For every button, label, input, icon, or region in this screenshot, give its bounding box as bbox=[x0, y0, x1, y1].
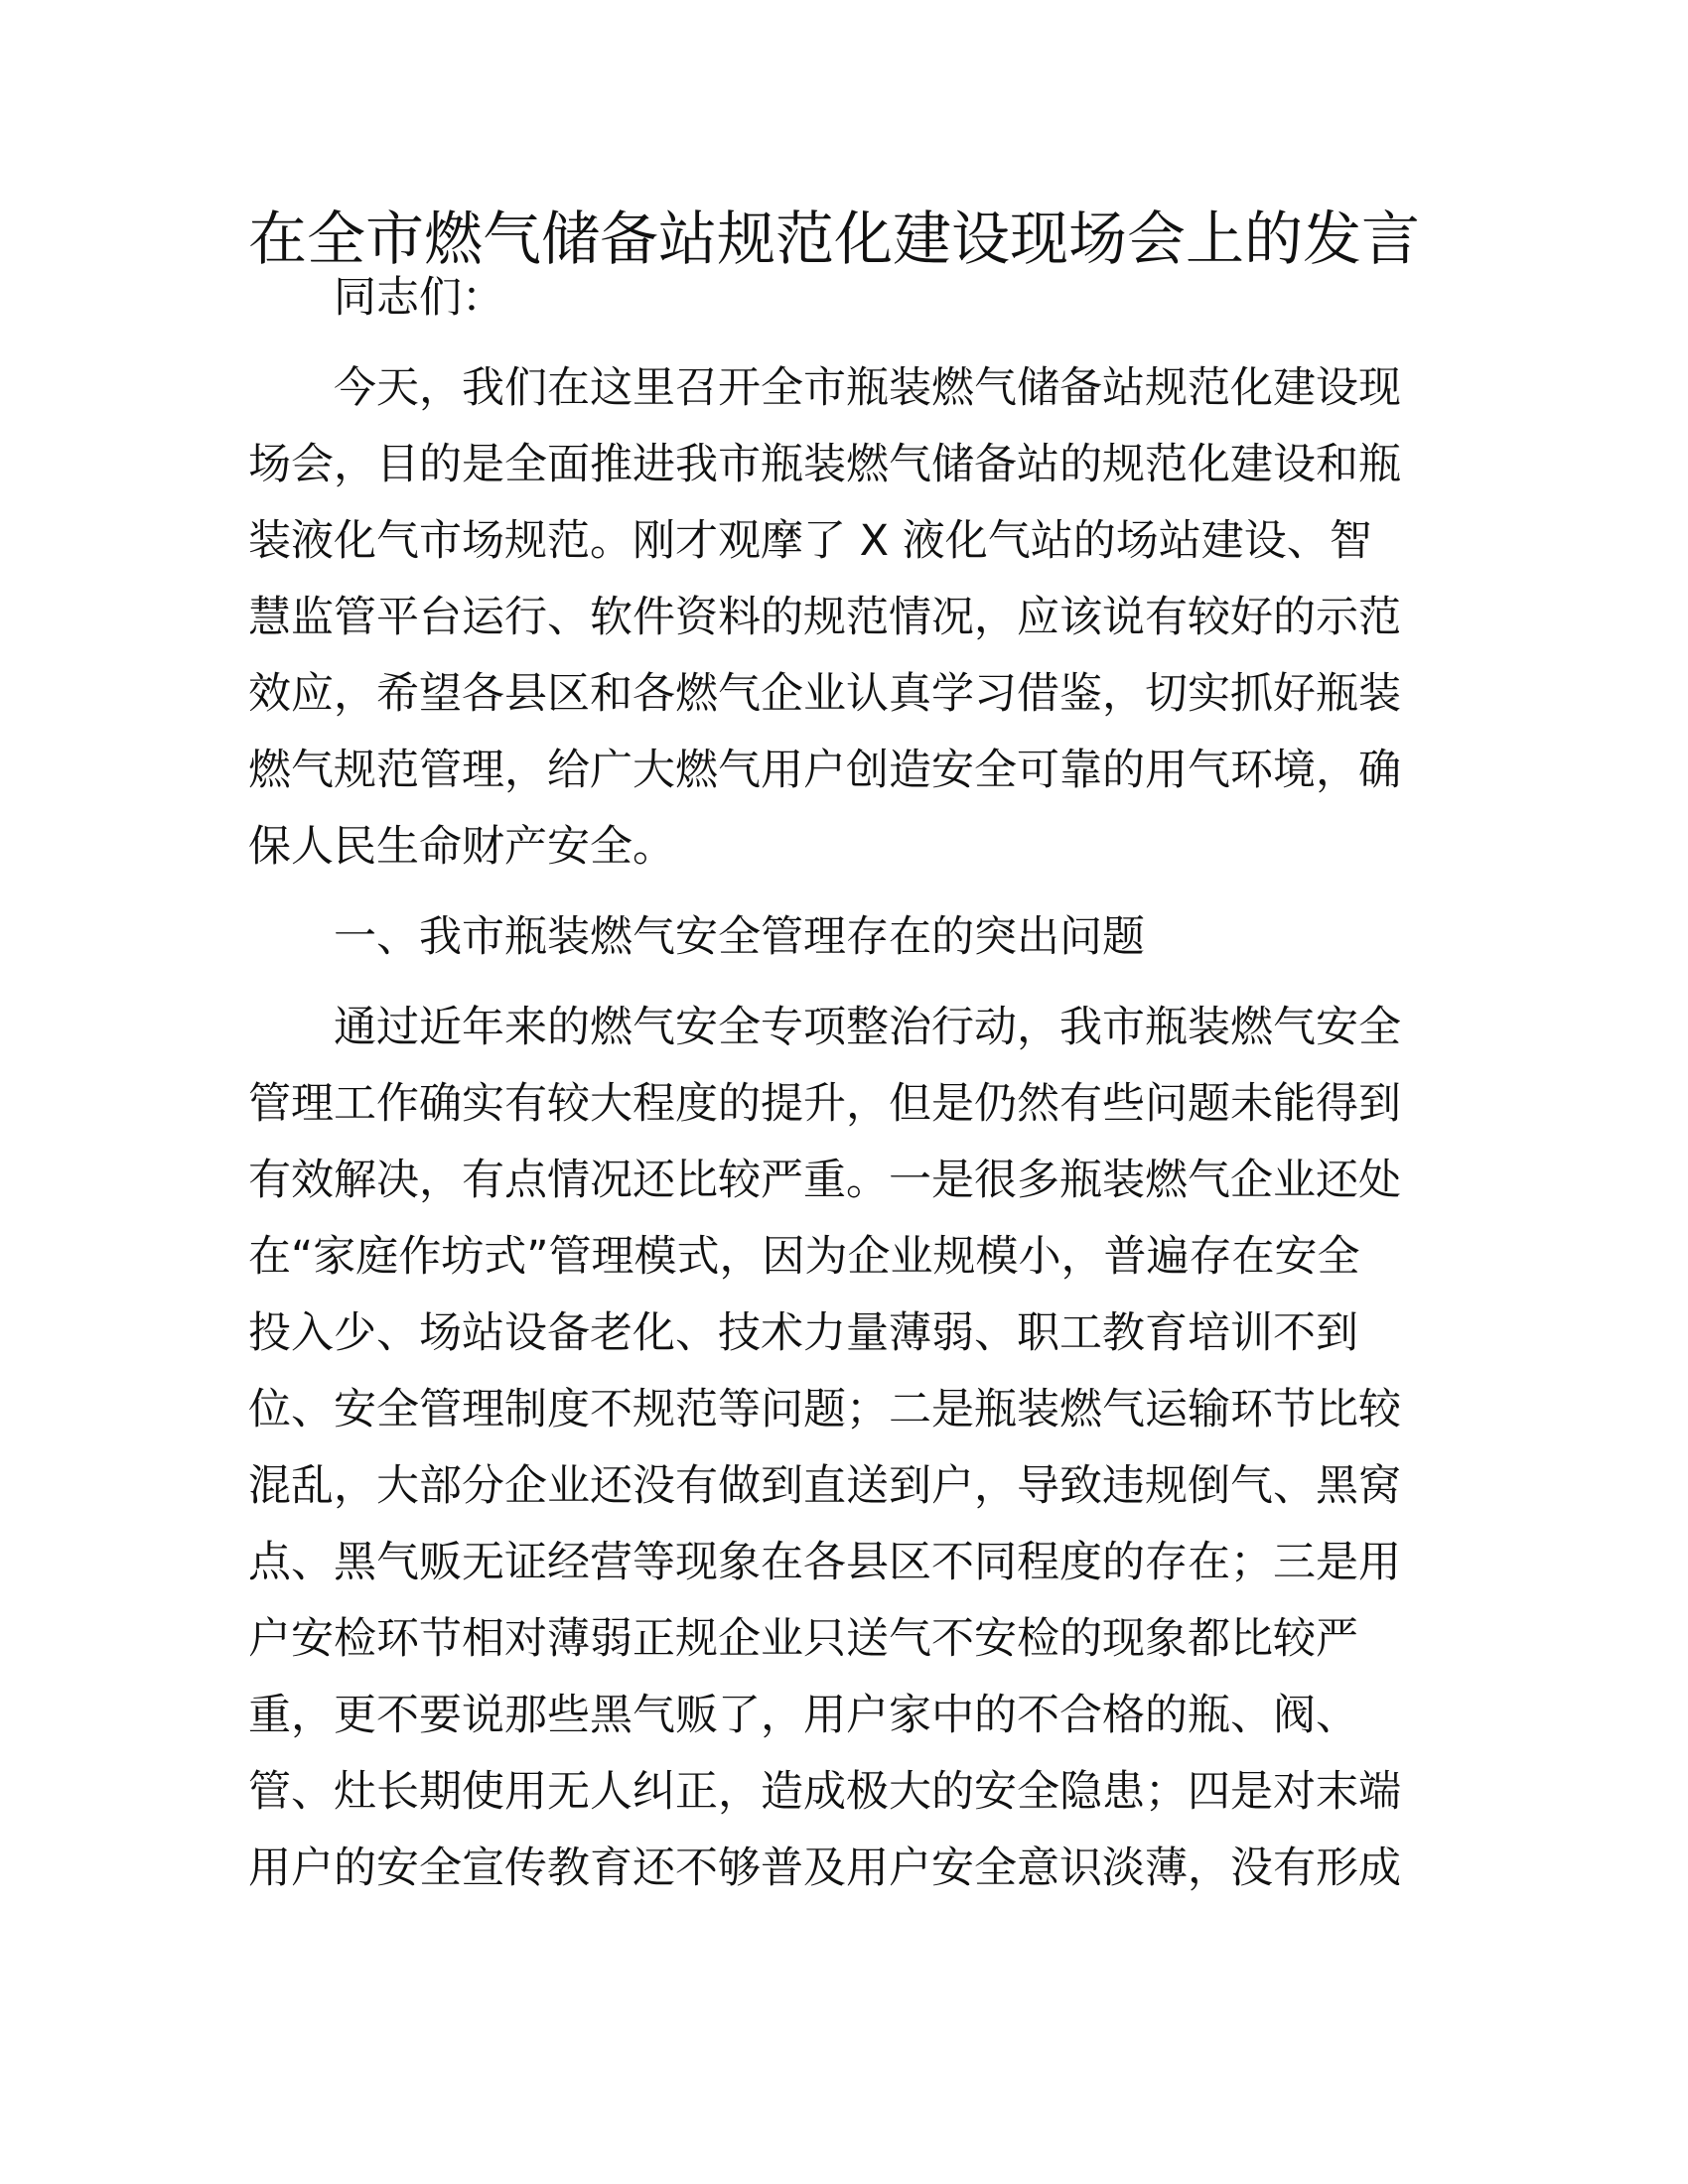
greeting-paragraph: 同志们： bbox=[334, 273, 504, 323]
section-line: 混乱，大部分企业还没有做到直送到户，导致违规倒气、黑窝 bbox=[248, 1461, 1401, 1511]
intro-line: 燃气规范管理，给广大燃气用户创造安全可靠的用气环境，确 bbox=[248, 746, 1401, 795]
section-paragraph bbox=[248, 990, 1445, 1907]
intro-line: 场会，目的是全面推进我市瓶装燃气储备站的规范化建设和瓶 bbox=[248, 440, 1401, 489]
section-line: 管理工作确实有较大程度的提升，但是仍然有些问题未能得到 bbox=[248, 1079, 1401, 1129]
intro-line: 效应，希望各县区和各燃气企业认真学习借鉴，切实抓好瓶装 bbox=[248, 669, 1401, 719]
section-line: 在“家庭作坊式”管理模式，因为企业规模小，普遍存在安全 bbox=[248, 1232, 1360, 1282]
section-line: 有效解决，有点情况还比较严重。一是很多瓶装燃气企业还处 bbox=[248, 1156, 1401, 1205]
section-line: 通过近年来的燃气安全专项整治行动，我市瓶装燃气安全 bbox=[334, 1003, 1401, 1052]
section-line: 位、安全管理制度不规范等问题；二是瓶装燃气运输环节比较 bbox=[248, 1385, 1401, 1434]
section-line: 管、灶长期使用无人纠正，造成极大的安全隐患；四是对末端 bbox=[248, 1767, 1401, 1817]
intro-paragraph bbox=[248, 350, 1445, 886]
section-line: 重，更不要说那些黑气贩了，用户家中的不合格的瓶、阀、 bbox=[248, 1691, 1358, 1740]
section-line: 点、黑气贩无证经营等现象在各县区不同程度的存在；三是用 bbox=[248, 1538, 1401, 1587]
section-line: 用户的安全宣传教育还不够普及用户安全意识淡薄，没有形成 bbox=[248, 1843, 1401, 1893]
section-heading: 一、我市瓶装燃气安全管理存在的突出问题 bbox=[334, 912, 1145, 962]
intro-line: 今天，我们在这里召开全市瓶装燃气储备站规范化建设现 bbox=[334, 363, 1401, 413]
intro-line: 保人民生命财产安全。 bbox=[248, 822, 675, 872]
section-line: 户安检环节相对薄弱正规企业只送气不安检的现象都比较严 bbox=[248, 1614, 1358, 1664]
document-body bbox=[248, 260, 1445, 1911]
intro-line: 慧监管平台运行、软件资料的规范情况，应该说有较好的示范 bbox=[248, 593, 1401, 642]
intro-line: 装液化气市场规范。刚才观摩了 X 液化气站的场站建设、智 bbox=[248, 516, 1372, 566]
document-title: 在全市燃气储备站规范化建设现场会上的发言 bbox=[248, 205, 1421, 273]
section-line: 投入少、场站设备老化、技术力量薄弱、职工教育培训不到 bbox=[248, 1308, 1358, 1358]
